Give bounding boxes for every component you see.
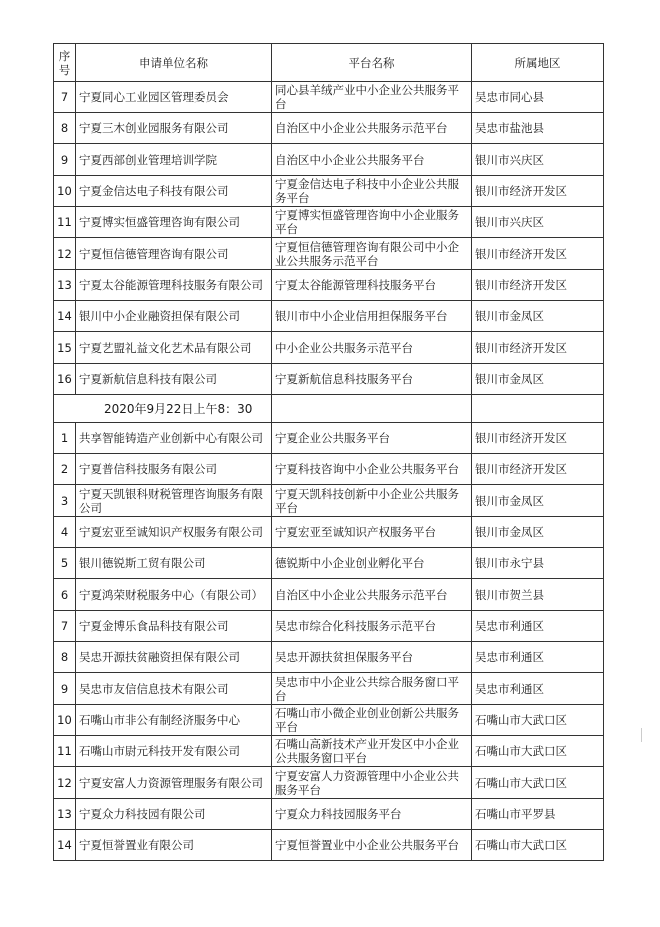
table-row bbox=[54, 176, 604, 207]
region-name: 银川市贺兰县 bbox=[472, 579, 604, 611]
table-row bbox=[54, 301, 604, 332]
platform-name: 石嘴山市小微企业创业创新公共服务平台 bbox=[272, 705, 472, 736]
table-row bbox=[54, 705, 604, 736]
table-row bbox=[54, 548, 604, 579]
applicant-name: 石嘴山市非公有制经济服务中心 bbox=[76, 705, 272, 736]
table-row bbox=[54, 673, 604, 705]
region-name: 银川市经济开发区 bbox=[472, 270, 604, 301]
row-number: 4 bbox=[54, 517, 76, 548]
table-header-row bbox=[54, 44, 604, 82]
region-name: 吴忠市盐池县 bbox=[472, 113, 604, 144]
row-number: 14 bbox=[54, 301, 76, 332]
region-name: 石嘴山市大武口区 bbox=[472, 830, 604, 861]
platform-name: 宁夏恒誉置业中小企业公共服务平台 bbox=[272, 830, 472, 861]
row-number: 7 bbox=[54, 611, 76, 642]
header-platform: 平台名称 bbox=[272, 44, 472, 82]
table-row bbox=[54, 485, 604, 517]
section-row bbox=[54, 395, 604, 423]
region-name: 银川市金凤区 bbox=[472, 364, 604, 395]
platform-name: 宁夏天凯科技创新中小企业公共服务平台 bbox=[272, 485, 472, 517]
header-region: 所属地区 bbox=[472, 44, 604, 82]
platform-name: 银川市中小企业信用担保服务平台 bbox=[272, 301, 472, 332]
region-name: 银川市经济开发区 bbox=[472, 176, 604, 207]
row-number: 13 bbox=[54, 799, 76, 830]
applicant-name: 宁夏安富人力资源管理服务有限公司 bbox=[76, 767, 272, 799]
applicant-name: 宁夏普信科技服务有限公司 bbox=[76, 454, 272, 485]
table-row bbox=[54, 332, 604, 364]
applicant-name: 宁夏三木创业园服务有限公司 bbox=[76, 113, 272, 144]
row-number: 2 bbox=[54, 454, 76, 485]
platform-name: 自治区中小企业公共服务示范平台 bbox=[272, 579, 472, 611]
applicant-name: 银川德锐斯工贸有限公司 bbox=[76, 548, 272, 579]
platform-name: 宁夏科技咨询中小企业公共服务平台 bbox=[272, 454, 472, 485]
row-number: 12 bbox=[54, 767, 76, 799]
region-name: 吴忠市利通区 bbox=[472, 673, 604, 705]
table-row bbox=[54, 144, 604, 176]
applicant-name: 宁夏恒信德管理咨询有限公司 bbox=[76, 238, 272, 270]
region-name: 银川市金凤区 bbox=[472, 485, 604, 517]
row-number: 12 bbox=[54, 238, 76, 270]
section-label: 2020年9月22日上午8：30 bbox=[54, 395, 272, 423]
platform-name: 宁夏众力科技园服务平台 bbox=[272, 799, 472, 830]
applicant-name: 宁夏博实恒盛管理咨询有限公司 bbox=[76, 207, 272, 238]
table-row bbox=[54, 238, 604, 270]
row-number: 16 bbox=[54, 364, 76, 395]
table-row bbox=[54, 113, 604, 144]
table-row bbox=[54, 207, 604, 238]
applicant-name: 宁夏金博乐食品科技有限公司 bbox=[76, 611, 272, 642]
region-name: 银川市经济开发区 bbox=[472, 332, 604, 364]
platform-name: 石嘴山高新技术产业开发区中小企业公共服务窗口平台 bbox=[272, 736, 472, 767]
platform-name: 同心县羊绒产业中小企业公共服务平台 bbox=[272, 82, 472, 113]
page-edge-mark bbox=[641, 728, 642, 742]
row-number: 14 bbox=[54, 830, 76, 861]
platform-name: 自治区中小企业公共服务平台 bbox=[272, 144, 472, 176]
platform-name: 吴忠市综合化科技服务示范平台 bbox=[272, 611, 472, 642]
row-number: 7 bbox=[54, 82, 76, 113]
platform-name: 宁夏金信达电子科技中小企业公共服务平台 bbox=[272, 176, 472, 207]
row-number: 1 bbox=[54, 423, 76, 454]
row-number: 6 bbox=[54, 579, 76, 611]
region-name: 银川市经济开发区 bbox=[472, 423, 604, 454]
table-row bbox=[54, 454, 604, 485]
header-applicant: 申请单位名称 bbox=[76, 44, 272, 82]
table-row bbox=[54, 611, 604, 642]
applicant-name: 宁夏太谷能源管理科技服务有限公司 bbox=[76, 270, 272, 301]
applicant-name: 宁夏天凯银科财税管理咨询服务有限公司 bbox=[76, 485, 272, 517]
row-number: 8 bbox=[54, 642, 76, 673]
platform-name: 吴忠市中小企业公共综合服务窗口平台 bbox=[272, 673, 472, 705]
region-name: 银川市兴庆区 bbox=[472, 207, 604, 238]
applicant-name: 宁夏鸿荣财税服务中心（有限公司） bbox=[76, 579, 272, 611]
row-number: 9 bbox=[54, 144, 76, 176]
platform-name: 吴忠开源扶贫担保服务平台 bbox=[272, 642, 472, 673]
section-empty-cell bbox=[272, 395, 472, 423]
platform-name: 宁夏新航信息科技服务平台 bbox=[272, 364, 472, 395]
region-name: 银川市永宁县 bbox=[472, 548, 604, 579]
table-row bbox=[54, 82, 604, 113]
row-number: 11 bbox=[54, 736, 76, 767]
applicant-name: 宁夏恒誉置业有限公司 bbox=[76, 830, 272, 861]
platform-name: 宁夏安富人力资源管理中小企业公共服务平台 bbox=[272, 767, 472, 799]
region-name: 银川市经济开发区 bbox=[472, 454, 604, 485]
row-number: 10 bbox=[54, 176, 76, 207]
table-row bbox=[54, 642, 604, 673]
applicant-name: 宁夏新航信息科技有限公司 bbox=[76, 364, 272, 395]
table-row bbox=[54, 517, 604, 548]
applicant-name: 宁夏金信达电子科技有限公司 bbox=[76, 176, 272, 207]
table-row bbox=[54, 830, 604, 861]
region-name: 石嘴山市大武口区 bbox=[472, 705, 604, 736]
region-name: 银川市金凤区 bbox=[472, 517, 604, 548]
region-name: 银川市兴庆区 bbox=[472, 144, 604, 176]
applicant-name: 银川中小企业融资担保有限公司 bbox=[76, 301, 272, 332]
platform-name: 宁夏太谷能源管理科技服务平台 bbox=[272, 270, 472, 301]
row-number: 9 bbox=[54, 673, 76, 705]
platform-name: 宁夏宏亚至诚知识产权服务平台 bbox=[272, 517, 472, 548]
region-name: 石嘴山市大武口区 bbox=[472, 767, 604, 799]
platform-name: 自治区中小企业公共服务示范平台 bbox=[272, 113, 472, 144]
table-row bbox=[54, 270, 604, 301]
platform-name: 宁夏企业公共服务平台 bbox=[272, 423, 472, 454]
row-number: 8 bbox=[54, 113, 76, 144]
header-no: 序号 bbox=[54, 44, 76, 82]
row-number: 3 bbox=[54, 485, 76, 517]
table-row bbox=[54, 364, 604, 395]
region-name: 吴忠市利通区 bbox=[472, 642, 604, 673]
table-row bbox=[54, 799, 604, 830]
table-row bbox=[54, 767, 604, 799]
group2-rows bbox=[54, 423, 604, 861]
applicant-name: 吴忠市友信信息技术有限公司 bbox=[76, 673, 272, 705]
region-name: 吴忠市同心县 bbox=[472, 82, 604, 113]
group1-rows bbox=[54, 82, 604, 395]
table-row bbox=[54, 736, 604, 767]
applicant-name: 吴忠开源扶贫融资担保有限公司 bbox=[76, 642, 272, 673]
table-row bbox=[54, 423, 604, 454]
applicant-name: 共享智能铸造产业创新中心有限公司 bbox=[76, 423, 272, 454]
row-number: 10 bbox=[54, 705, 76, 736]
table-row bbox=[54, 579, 604, 611]
section-empty-cell bbox=[472, 395, 604, 423]
platform-name: 中小企业公共服务示范平台 bbox=[272, 332, 472, 364]
row-number: 15 bbox=[54, 332, 76, 364]
region-name: 石嘴山市大武口区 bbox=[472, 736, 604, 767]
applicant-name: 宁夏同心工业园区管理委员会 bbox=[76, 82, 272, 113]
applicant-name: 宁夏艺盟礼益文化艺术品有限公司 bbox=[76, 332, 272, 364]
region-name: 银川市金凤区 bbox=[472, 301, 604, 332]
applicant-name: 石嘴山市尉元科技开发有限公司 bbox=[76, 736, 272, 767]
platform-name: 宁夏博实恒盛管理咨询中小企业服务平台 bbox=[272, 207, 472, 238]
region-name: 银川市经济开发区 bbox=[472, 238, 604, 270]
platform-list-table bbox=[53, 43, 604, 861]
region-name: 石嘴山市平罗县 bbox=[472, 799, 604, 830]
row-number: 13 bbox=[54, 270, 76, 301]
row-number: 11 bbox=[54, 207, 76, 238]
applicant-name: 宁夏众力科技园有限公司 bbox=[76, 799, 272, 830]
region-name: 吴忠市利通区 bbox=[472, 611, 604, 642]
row-number: 5 bbox=[54, 548, 76, 579]
platform-name: 德锐斯中小企业创业孵化平台 bbox=[272, 548, 472, 579]
platform-name: 宁夏恒信德管理咨询有限公司中小企业公共服务示范平台 bbox=[272, 238, 472, 270]
applicant-name: 宁夏宏亚至诚知识产权服务有限公司 bbox=[76, 517, 272, 548]
applicant-name: 宁夏西部创业管理培训学院 bbox=[76, 144, 272, 176]
